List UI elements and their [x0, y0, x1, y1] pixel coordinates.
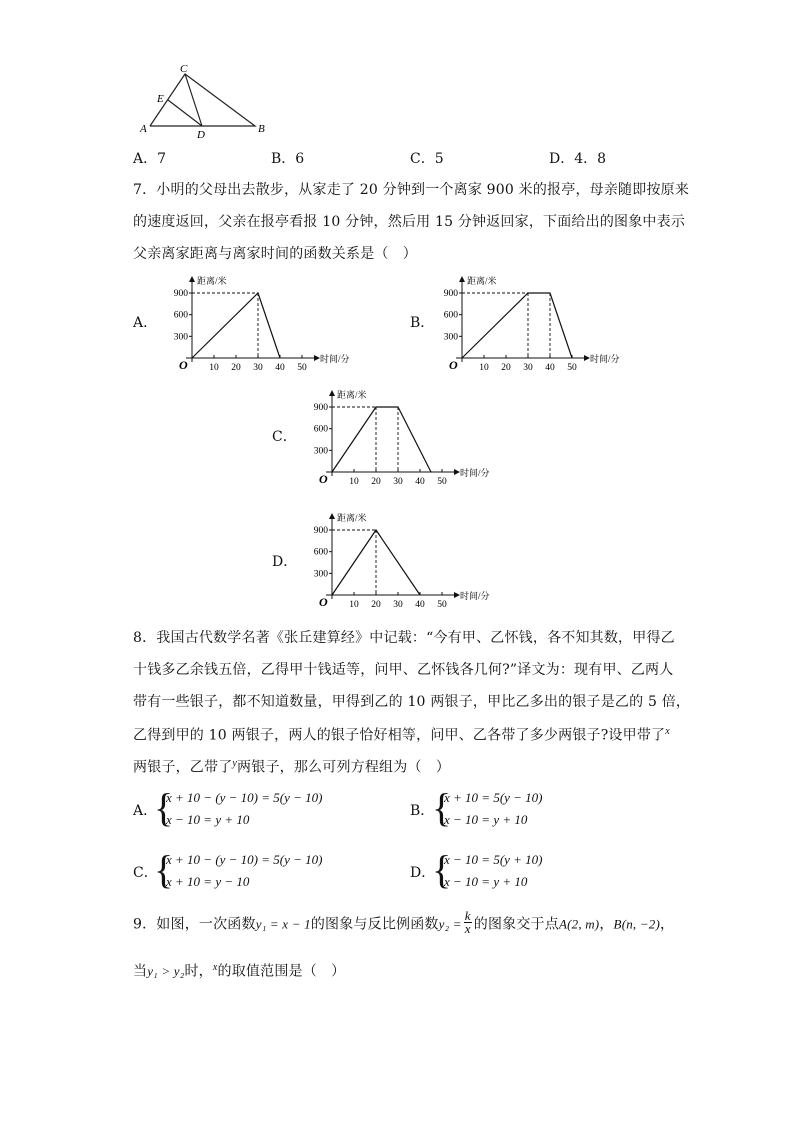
q8-line-1: 8．我国古代数学名著《张丘建算经》中记载：“今有甲、乙怀钱，各不知其数，甲得乙: [133, 630, 675, 646]
y-tick-label: 600: [173, 310, 188, 321]
graph-c: [300, 384, 490, 489]
q9-line2-a: 当: [133, 963, 148, 980]
q7-line-1: 7．小明的父母出去散步，从家走了 20 分钟到一个离家 900 米的报亭，母亲随即按原来: [133, 182, 690, 198]
q9-prefix: 9．如图，一次函数: [133, 916, 256, 933]
x-tick-label: 50: [567, 363, 577, 373]
q8-option-d-label: D．: [410, 865, 436, 881]
label-C: C: [180, 63, 188, 75]
q8-line-3: 带有一些银子，都不知道数量，甲得到乙的 10 两银子，甲比乙多出的银子是乙的 5 倍，: [133, 694, 691, 710]
x-tick-label: 20: [501, 363, 511, 373]
triangle-figure: [130, 62, 280, 142]
q8-line-4: [133, 722, 670, 746]
label-D: D: [197, 129, 205, 141]
y-tick-label: 300: [313, 569, 328, 580]
y-tick-label: 300: [173, 332, 188, 343]
q7-option-a-label: A．: [133, 315, 158, 331]
q9-end: ，: [660, 916, 675, 933]
y-axis-label: 距离/米: [467, 276, 497, 286]
x-tick-label: 10: [349, 600, 359, 610]
x-tick-label: 40: [415, 600, 425, 610]
x-tick-label: 30: [393, 600, 403, 610]
q8-option-c-label: C．: [133, 865, 158, 881]
q8-option-d-eq1: x − 10 = 5(y + 10): [444, 852, 543, 867]
graph-a: [160, 270, 350, 375]
x-tick-label: 30: [393, 477, 403, 487]
y-tick-label: 600: [313, 547, 328, 558]
x-tick-label: 30: [523, 363, 533, 373]
q9-cond: y₁ > y₂: [147, 963, 185, 979]
q9-f2-left: y₂ =: [438, 916, 462, 932]
series-line: [332, 407, 431, 472]
y-tick-label: 900: [443, 289, 458, 299]
q8-option-d-brace: {: [432, 847, 452, 892]
q7-line-3: 父亲离家距离与离家时间的函数关系是（ ）: [133, 246, 417, 262]
segment-CD: [185, 74, 202, 126]
q8-option-b-eq1: x + 10 = 5(y − 10): [444, 790, 543, 805]
x-tick-label: 20: [371, 477, 381, 487]
graph-b: [430, 270, 620, 375]
x-axis-label: 时间/分: [590, 354, 620, 364]
origin-label: O: [179, 358, 188, 372]
q8-option-b-brace: {: [432, 785, 452, 830]
q9-line-2: [133, 958, 345, 982]
q9-point-b: B(n, −2): [613, 916, 661, 932]
q9-frac-num: k: [464, 908, 471, 923]
q9-frac-den: x: [464, 921, 471, 936]
q8-var-x: x: [665, 726, 670, 737]
label-E: E: [157, 93, 164, 105]
y-axis-arrow: [189, 276, 195, 282]
y-axis-label: 距离/米: [337, 390, 367, 400]
y-tick-label: 300: [443, 332, 458, 343]
q9-line2-c: 的取值范围是（ ）: [217, 963, 346, 980]
x-tick-label: 40: [545, 363, 555, 373]
q9-sep: ，: [599, 916, 614, 933]
x-tick-label: 10: [479, 363, 489, 373]
x-tick-label: 50: [437, 477, 447, 487]
q8-var-y: y: [232, 758, 238, 769]
series-line: [462, 293, 572, 358]
y-tick-label: 600: [443, 310, 458, 321]
q8-line-4-text: 乙得到甲的 10 两银子，两人的银子恰好相等，问甲、乙各带了多少两银子?设甲带了: [133, 727, 666, 744]
q9-line-1: [133, 908, 675, 937]
x-tick-label: 20: [231, 363, 241, 373]
y-axis-label: 距离/米: [197, 276, 227, 286]
q8-option-c-eq2: x + 10 = y − 10: [166, 874, 250, 889]
q7-option-d-label: D．: [272, 554, 298, 570]
y-axis-arrow: [329, 513, 335, 519]
q8-option-b-label: B．: [410, 803, 435, 819]
x-axis-label: 时间/分: [460, 468, 490, 478]
q9-f1: y₁ = x − 1: [255, 916, 311, 932]
q8-option-c-eq1: x + 10 − (y − 10) = 5(y − 10): [166, 852, 323, 867]
triangle-outline: [150, 74, 255, 126]
graph-d: [300, 507, 490, 612]
q6-option-c: C．5: [410, 151, 444, 167]
q7-option-c-label: C．: [272, 429, 297, 445]
x-axis-label: 时间/分: [320, 354, 350, 364]
q7-line-2: 的速度返回，父亲在报亭看报 10 分钟，然后用 15 分钟返回家，下面给出的图象中表示: [133, 214, 686, 230]
y-tick-label: 900: [173, 289, 188, 299]
origin-label: O: [319, 472, 328, 486]
label-A: A: [140, 123, 147, 135]
x-tick-label: 40: [415, 477, 425, 487]
q9-point-a: A(2, m): [558, 916, 600, 932]
x-axis-label: 时间/分: [460, 591, 490, 601]
origin-label: O: [449, 358, 458, 372]
x-tick-label: 40: [275, 363, 285, 373]
q9-var-x: x: [212, 962, 218, 973]
q8-line-5b: 两银子，那么可列方程组为（ ）: [237, 759, 451, 776]
q6-option-b: B．6: [271, 151, 305, 167]
x-tick-label: 20: [371, 600, 381, 610]
q8-option-c-brace: {: [154, 847, 174, 892]
q8-option-a-eq2: x − 10 = y + 10: [166, 812, 250, 827]
q7-option-b-label: B．: [410, 315, 435, 331]
x-tick-label: 30: [253, 363, 263, 373]
q8-option-a-brace: {: [154, 785, 174, 830]
x-tick-label: 10: [209, 363, 219, 373]
q8-option-a-label: A．: [133, 803, 158, 819]
q8-option-d-eq2: x − 10 = y + 10: [444, 874, 528, 889]
y-axis-label: 距离/米: [337, 513, 367, 523]
q9-mid1: 的图象与反比例函数: [310, 916, 439, 933]
series-line: [192, 293, 280, 358]
label-B: B: [258, 123, 265, 135]
q8-line-2: 十钱多乙余钱五倍，乙得甲十钱适等，问甲、乙怀钱各几何?”译文为：现有甲、乙两人: [133, 662, 674, 678]
q9-fraction: [464, 910, 472, 935]
q8-line-5a: 两银子，乙带了: [133, 759, 233, 776]
q6-option-a: A．7: [133, 151, 167, 167]
y-axis-arrow: [459, 276, 465, 282]
segment-ED: [168, 100, 202, 126]
x-tick-label: 50: [297, 363, 307, 373]
q9-mid2: 的图象交于点: [473, 916, 559, 933]
y-tick-label: 600: [313, 424, 328, 435]
x-tick-label: 10: [349, 477, 359, 487]
x-tick-label: 50: [437, 600, 447, 610]
y-tick-label: 900: [313, 403, 328, 413]
y-tick-label: 900: [313, 526, 328, 536]
q6-option-d: D．4．8: [549, 151, 607, 167]
q8-line-5: [133, 754, 450, 778]
q8-option-b-eq2: x − 10 = y + 10: [444, 812, 528, 827]
y-tick-label: 300: [313, 446, 328, 457]
q9-line2-b: 时，: [184, 963, 213, 980]
y-axis-arrow: [329, 390, 335, 396]
origin-label: O: [319, 595, 328, 609]
q8-option-a-eq1: x + 10 − (y − 10) = 5(y − 10): [166, 790, 323, 805]
